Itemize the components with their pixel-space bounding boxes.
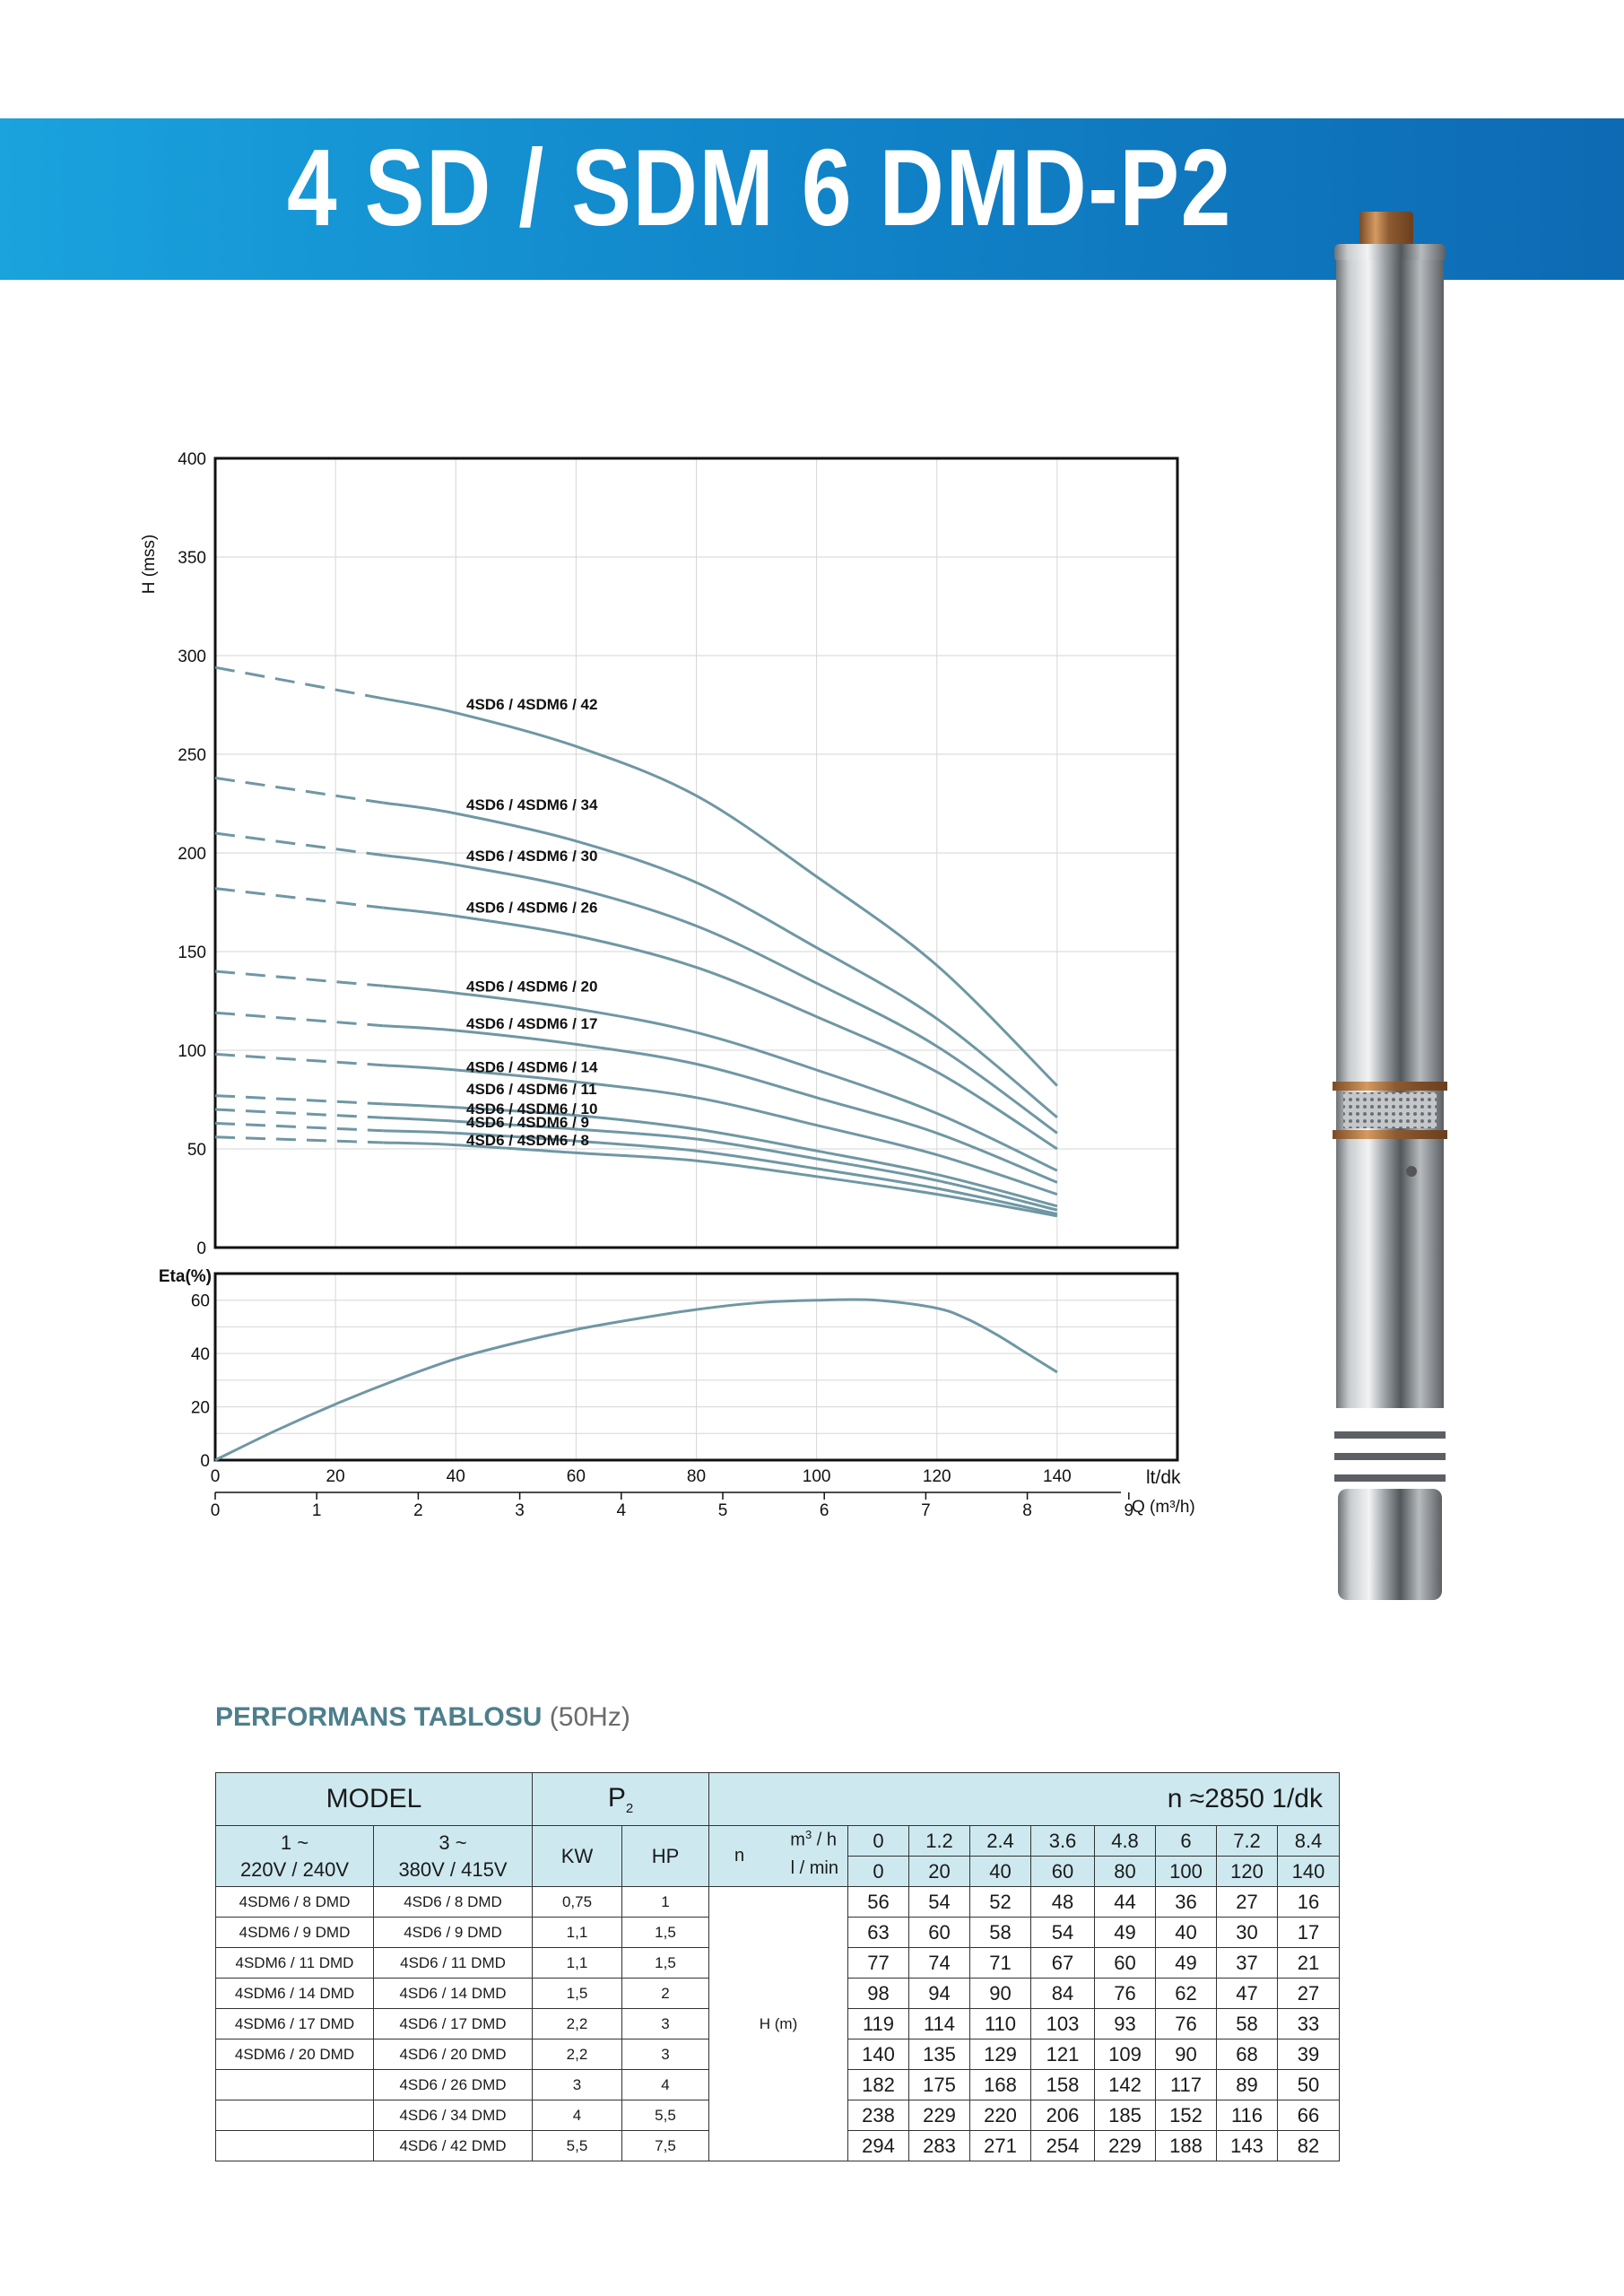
head-value-cell: 229 [909,2100,970,2131]
head-label-cell: H (m) [709,1887,848,2161]
head-curve-dashed [215,667,384,699]
pump-body [1336,260,1444,1408]
lmin-label: l / min [790,1858,838,1878]
eta-y-tick-label: 60 [190,1292,210,1311]
hp-cell: 2 [622,1979,709,2009]
y-tick-label: 200 [178,845,206,864]
x-tick-label: 100 [802,1467,831,1486]
head-value-cell: 152 [1156,2100,1217,2131]
pump-ring-upper [1333,1082,1447,1091]
three-phase-model-cell: 4SD6 / 26 DMD [374,2070,533,2100]
y-tick-label: 100 [178,1042,206,1061]
flow-m3h-cell: 7.2 [1217,1826,1278,1857]
head-value-cell: 56 [848,1887,909,1918]
head-value-cell: 71 [970,1948,1031,1979]
head-curve-dashed [215,971,384,986]
q-tick-label: 7 [921,1501,931,1520]
head-curve-dashed [215,1123,384,1130]
head-value-cell: 90 [970,1979,1031,2009]
series-label: 4SD6 / 4SDM6 / 26 [466,899,598,917]
pump-screw [1406,1166,1417,1177]
hp-cell: 3 [622,2009,709,2039]
kw-cell: 2,2 [533,2009,622,2039]
performance-table-body [216,1887,1340,2161]
single-phase-model-cell [216,2070,374,2100]
head-value-cell: 188 [1156,2131,1217,2161]
flow-m3h-cell: 6 [1156,1826,1217,1857]
head-value-cell: 54 [909,1887,970,1918]
head-value-cell: 60 [1095,1948,1156,1979]
single-phase-model-cell: 4SDM6 / 14 DMD [216,1979,374,2009]
n-label-cell [709,1826,848,1887]
flow-lmin-cell: 20 [909,1857,970,1887]
head-value-cell: 37 [1217,1948,1278,1979]
flow-lmin-cell: 80 [1095,1857,1156,1887]
head-value-cell: 238 [848,2100,909,2131]
series-label: 4SD6 / 4SDM6 / 34 [466,796,598,813]
y-tick-label: 300 [178,648,206,666]
heading-frequency: (50Hz) [549,1702,630,1732]
x-tick-label: 20 [326,1467,345,1486]
single-phase-model-cell [216,2100,374,2131]
series-label: 4SD6 / 4SDM6 / 20 [466,978,598,996]
hp-cell: 5,5 [622,2100,709,2131]
head-value-cell: 50 [1278,2070,1340,2100]
head-value-cell: 254 [1031,2131,1095,2161]
three-phase-voltage: 380V / 415V [398,1857,508,1881]
series-label: 4SD6 / 4SDM6 / 10 [466,1100,598,1118]
flow-lmin-cell: 40 [970,1857,1031,1887]
head-value-cell: 33 [1278,2009,1340,2039]
single-phase-model-cell: 4SDM6 / 11 DMD [216,1948,374,1979]
head-value-cell: 54 [1031,1918,1095,1948]
flow-lmin-cell: 120 [1217,1857,1278,1887]
x-tick-label: 60 [566,1467,586,1486]
head-value-cell: 116 [1217,2100,1278,2131]
head-curve-dashed [215,833,384,856]
head-value-cell: 74 [909,1948,970,1979]
kw-cell: 3 [533,2070,622,2100]
kw-cell: 5,5 [533,2131,622,2161]
pump-groove [1334,1431,1446,1439]
q-tick-label: 9 [1124,1501,1134,1520]
head-value-cell: 44 [1095,1887,1156,1918]
head-value-cell: 68 [1217,2039,1278,2070]
single-phase-header [216,1826,374,1887]
head-value-cell: 21 [1278,1948,1340,1979]
eta-y-tick-label: 20 [190,1398,210,1418]
pump-groove [1334,1453,1446,1460]
head-value-cell: 77 [848,1948,909,1979]
x-tick-label: 140 [1043,1467,1072,1486]
single-phase-model-cell: 4SDM6 / 8 DMD [216,1887,374,1918]
pump-base [1338,1489,1442,1600]
pump-ring-lower [1333,1130,1447,1139]
head-value-cell: 158 [1031,2070,1095,2100]
eta-axis-title: Eta(%) [158,1267,212,1286]
head-value-cell: 27 [1278,1979,1340,2009]
kw-cell: 1,1 [533,1918,622,1948]
eta-y-tick-label: 40 [190,1345,210,1365]
q-tick-label: 1 [311,1501,322,1520]
head-curve-dashed [215,778,384,803]
head-value-cell: 142 [1095,2070,1156,2100]
pump-groove [1334,1474,1446,1482]
head-curve-dashed [215,1109,384,1118]
head-value-cell: 48 [1031,1887,1095,1918]
hp-cell: 1,5 [622,1948,709,1979]
q-tick-label: 5 [717,1501,728,1520]
flow-lmin-cell: 0 [848,1857,909,1887]
head-value-cell: 39 [1278,2039,1340,2070]
head-value-cell: 63 [848,1918,909,1948]
heading-text: PERFORMANS TABLOSU [215,1702,543,1732]
head-value-cell: 52 [970,1887,1031,1918]
y-tick-label: 400 [178,450,206,469]
head-value-cell: 58 [970,1918,1031,1948]
q-tick-label: 6 [819,1501,829,1520]
series-label: 4SD6 / 4SDM6 / 8 [466,1132,590,1149]
y-tick-label: 50 [187,1141,206,1160]
series-label: 4SD6 / 4SDM6 / 42 [466,695,598,713]
head-value-cell: 27 [1217,1887,1278,1918]
head-value-cell: 76 [1095,1979,1156,2009]
x-tick-label: 40 [446,1467,465,1486]
head-value-cell: 175 [909,2070,970,2100]
head-value-cell: 143 [1217,2131,1278,2161]
flow-m3h-cell: 8.4 [1278,1826,1340,1857]
model-header: MODEL [216,1773,533,1826]
head-value-cell: 89 [1217,2070,1278,2100]
head-value-cell: 135 [909,2039,970,2070]
pump-outlet [1359,212,1413,246]
head-value-cell: 93 [1095,2009,1156,2039]
head-value-cell: 17 [1278,1918,1340,1948]
q-tick-label: 0 [210,1501,221,1520]
head-value-cell: 90 [1156,2039,1217,2070]
kw-header: KW [533,1826,622,1887]
kw-cell: 2,2 [533,2039,622,2070]
three-phase-symbol: 3 ~ [439,1831,467,1854]
head-value-cell: 206 [1031,2100,1095,2131]
single-phase-model-cell: 4SDM6 / 17 DMD [216,2009,374,2039]
x-axis-unit: lt/dk [1146,1467,1181,1488]
kw-cell: 1,1 [533,1948,622,1979]
three-phase-model-cell: 4SD6 / 42 DMD [374,2131,533,2161]
head-value-cell: 40 [1156,1918,1217,1948]
three-phase-model-cell: 4SD6 / 9 DMD [374,1918,533,1948]
p2-subscript: 2 [625,1800,634,1816]
head-curve-dashed [215,1054,384,1065]
head-value-cell: 117 [1156,2070,1217,2100]
performance-table [215,1772,1340,2161]
three-phase-model-cell: 4SD6 / 14 DMD [374,1979,533,2009]
q-tick-label: 3 [515,1501,525,1520]
head-value-cell: 82 [1278,2131,1340,2161]
head-value-cell: 103 [1031,2009,1095,2039]
head-value-cell: 182 [848,2070,909,2100]
flow-m3h-cell: 4.8 [1095,1826,1156,1857]
kw-cell: 4 [533,2100,622,2131]
head-value-cell: 67 [1031,1948,1095,1979]
head-value-cell: 119 [848,2009,909,2039]
y-tick-label: 250 [178,746,206,765]
head-value-cell: 76 [1156,2009,1217,2039]
head-value-cell: 185 [1095,2100,1156,2131]
table-row [216,1887,1340,1918]
head-value-cell: 140 [848,2039,909,2070]
three-phase-model-cell: 4SD6 / 17 DMD [374,2009,533,2039]
x-tick-label: 80 [686,1467,707,1486]
single-phase-voltage: 220V / 240V [239,1857,350,1881]
q-tick-label: 2 [413,1501,423,1520]
pump-intake-screen [1343,1092,1437,1128]
head-value-cell: 58 [1217,2009,1278,2039]
n-label: n [734,1846,745,1866]
head-value-cell: 16 [1278,1887,1340,1918]
single-phase-symbol: 1 ~ [280,1831,309,1854]
page-title: 4 SD / SDM 6 DMD-P2 [287,126,1232,248]
hp-cell: 1 [622,1887,709,1918]
eta-y-tick-label: 0 [200,1452,210,1471]
head-value-cell: 84 [1031,1979,1095,2009]
y-tick-label: 0 [196,1239,206,1258]
q-tick-label: 8 [1022,1501,1032,1520]
head-curve-dashed [215,1096,384,1104]
flow-m3h-cell: 2.4 [970,1826,1031,1857]
performance-table-heading [215,1702,630,1733]
head-value-cell: 129 [970,2039,1031,2070]
series-label: 4SD6 / 4SDM6 / 9 [466,1114,590,1132]
hp-cell: 7,5 [622,2131,709,2161]
single-phase-model-cell: 4SDM6 / 20 DMD [216,2039,374,2070]
head-value-cell: 98 [848,1979,909,2009]
head-value-cell: 66 [1278,2100,1340,2131]
y-tick-label: 350 [178,549,206,568]
flow-lmin-cell: 60 [1031,1857,1095,1887]
head-value-cell: 62 [1156,1979,1217,2009]
pump-image [1318,206,1462,1623]
single-phase-model-cell [216,2131,374,2161]
flow-lmin-cell: 100 [1156,1857,1217,1887]
flow-m3h-cell: 1.2 [909,1826,970,1857]
p2-label: P [607,1782,626,1813]
m3h-label: $m^3$ / h [790,1828,837,1850]
head-curve-dashed [215,1013,384,1026]
pump-top-cap [1334,244,1446,262]
series-label: 4SD6 / 4SDM6 / 30 [466,848,598,865]
head-value-cell: 110 [970,2009,1031,2039]
head-value-cell: 94 [909,1979,970,2009]
head-curve-dashed [215,889,384,909]
three-phase-model-cell: 4SD6 / 11 DMD [374,1948,533,1979]
q-tick-label: 4 [616,1501,627,1520]
head-value-cell: 30 [1217,1918,1278,1948]
hp-cell: 4 [622,2070,709,2100]
flow-m3h-cell: 0 [848,1826,909,1857]
head-value-cell: 121 [1031,2039,1095,2070]
single-phase-model-cell: 4SDM6 / 9 DMD [216,1918,374,1948]
head-value-cell: 114 [909,2009,970,2039]
head-curve-dashed [215,1137,384,1143]
head-value-cell: 271 [970,2131,1031,2161]
three-phase-model-cell: 4SD6 / 20 DMD [374,2039,533,2070]
x-tick-label: 120 [922,1467,951,1486]
head-value-cell: 109 [1095,2039,1156,2070]
head-value-cell: 220 [970,2100,1031,2131]
series-label: 4SD6 / 4SDM6 / 14 [466,1058,598,1076]
head-value-cell: 49 [1156,1948,1217,1979]
y-tick-label: 150 [178,944,206,962]
p2-header [533,1773,709,1826]
head-value-cell: 47 [1217,1979,1278,2009]
three-phase-model-cell: 4SD6 / 8 DMD [374,1887,533,1918]
x-tick-label: 0 [210,1467,221,1486]
y-axis-title: H (mss) [140,534,159,595]
kw-cell: 0,75 [533,1887,622,1918]
flow-lmin-cell: 140 [1278,1857,1340,1887]
head-value-cell: 283 [909,2131,970,2161]
hp-header: HP [622,1826,709,1887]
three-phase-header [374,1826,533,1887]
hp-cell: 3 [622,2039,709,2070]
head-value-cell: 60 [909,1918,970,1948]
head-value-cell: 168 [970,2070,1031,2100]
head-value-cell: 294 [848,2131,909,2161]
three-phase-model-cell: 4SD6 / 34 DMD [374,2100,533,2131]
flow-m3h-cell: 3.6 [1031,1826,1095,1857]
hp-cell: 1,5 [622,1918,709,1948]
head-value-cell: 229 [1095,2131,1156,2161]
speed-header: n ≈2850 1/dk [709,1773,1340,1826]
series-label: 4SD6 / 4SDM6 / 17 [466,1015,598,1033]
head-value-cell: 36 [1156,1887,1217,1918]
q-axis-title: Q (m³/h) [1132,1498,1195,1517]
head-value-cell: 49 [1095,1918,1156,1948]
kw-cell: 1,5 [533,1979,622,2009]
series-label: 4SD6 / 4SDM6 / 11 [466,1080,597,1098]
